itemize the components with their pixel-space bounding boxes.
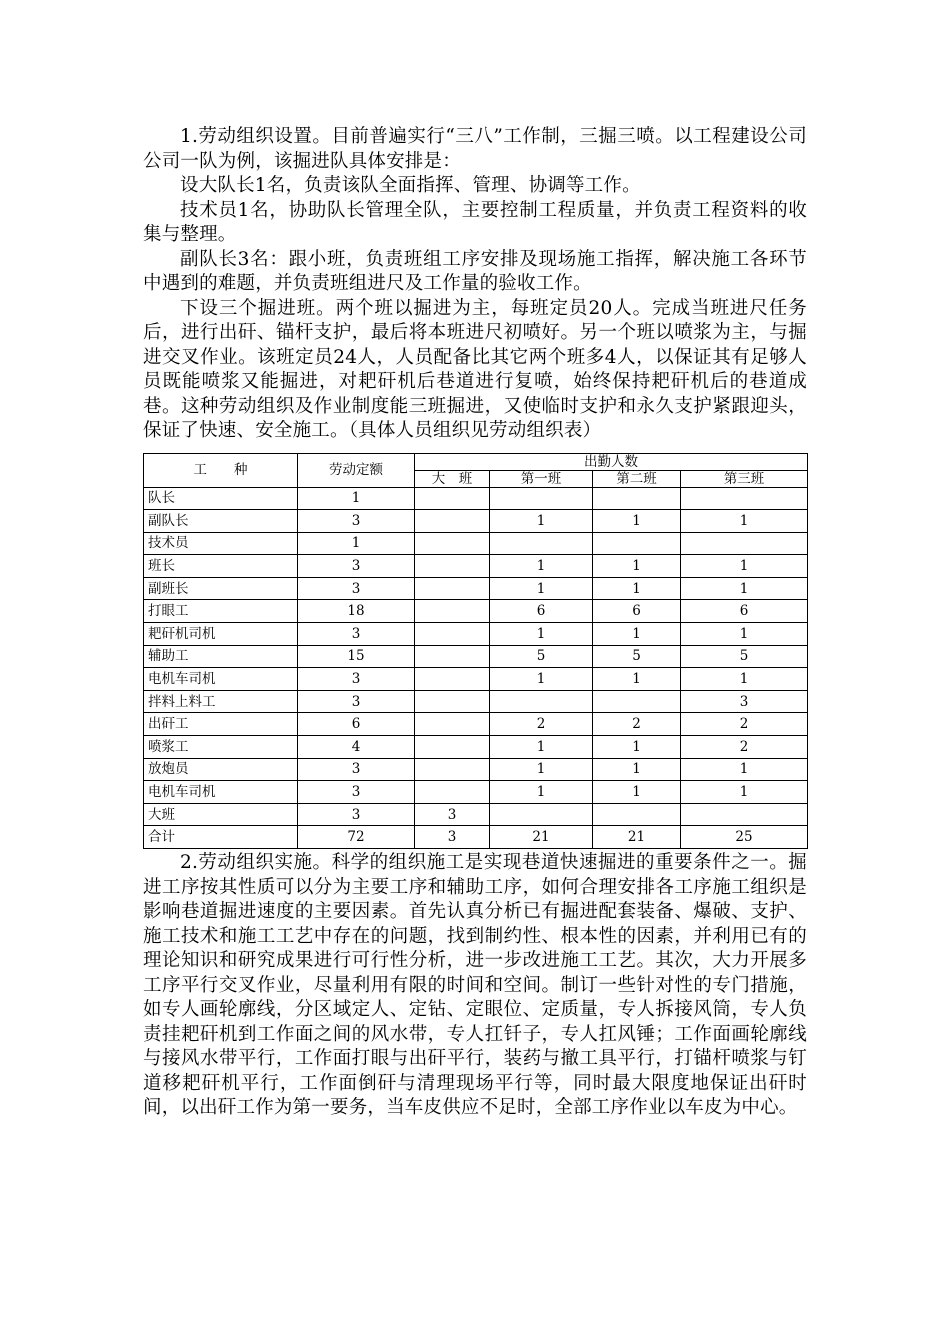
table-cell-count: 3 — [298, 577, 415, 600]
table-cell-count: 5 — [593, 645, 681, 668]
table-cell-count: 2 — [490, 713, 593, 736]
table-cell-count: 1 — [593, 577, 681, 600]
table-cell-count: 5 — [490, 645, 593, 668]
table-row — [144, 510, 808, 533]
table-cell-count: 3 — [415, 803, 490, 826]
paragraph-deputy-leader: 副队长3名：跟小班，负责班组工序安排及现场施工指挥，解决施工各环节中遇到的难题，并负责班组进尺及工作量的验收工作。 — [143, 248, 807, 294]
table-cell-count — [415, 532, 490, 555]
table-row — [144, 555, 808, 578]
table-row — [144, 623, 808, 646]
table-cell-count: 3 — [298, 781, 415, 804]
table-cell-job: 耙矸机司机 — [144, 623, 298, 646]
table-cell-count: 3 — [298, 803, 415, 826]
table-cell-count — [415, 487, 490, 510]
table-cell-count: 1 — [490, 510, 593, 533]
table-cell-count: 1 — [298, 532, 415, 555]
table-cell-count: 1 — [681, 577, 808, 600]
table-cell-count: 6 — [593, 600, 681, 623]
table-cell-count — [593, 487, 681, 510]
document-page — [143, 125, 807, 1121]
table-row — [144, 577, 808, 600]
header-job-type: 工 种 — [144, 453, 298, 487]
table-cell-count — [415, 758, 490, 781]
table-cell-count: 2 — [593, 713, 681, 736]
table-cell-count: 1 — [593, 781, 681, 804]
table-row — [144, 713, 808, 736]
table-cell-count — [593, 803, 681, 826]
table-cell-job: 喷浆工 — [144, 736, 298, 759]
paragraph-org-implementation: 2.劳动组织实施。科学的组织施工是实现巷道快速掘进的重要条件之一。掘进工序按其性质可以分为主要工序和辅助工序，如何合理安排各工序施工组织是影响巷道掘进速度的主要因素。首先认真分析已有掘进配套装备、爆破、支护、施工技术和施工工艺中存在的问题，找到制约性、根本性的因素，并利用已有的理论知识和研究成果进行可行性分析，进一步改进施工工艺。其次，大力开展多工序平行交叉作业，尽量利用有限的时间和空间。制订一些针对性的专门措施，如专人画轮廓线，分区域定人、定钻、定眼位、定质量，专人拆接风筒，专人负责挂耙矸机到工作面之间的风水带，专人扛钎子，专人扛风锤；工作面画轮廓线与接风水带平行，工作面打眼与出矸平行，装药与撤工具平行，打锚杆喷浆与钉道移耙矸机平行，工作面倒矸与清理现场平行等，同时最大限度地保证出矸时间，以出矸工作为第一要务，当车皮供应不足时，全部工序作业以车皮为中心。 — [143, 852, 807, 1118]
table-cell-count: 1 — [681, 758, 808, 781]
table-cell-count: 3 — [298, 555, 415, 578]
table-cell-count: 2 — [681, 736, 808, 759]
table-cell-job: 副队长 — [144, 510, 298, 533]
table-cell-count: 1 — [681, 668, 808, 691]
table-cell-count — [415, 736, 490, 759]
table-cell-count — [415, 623, 490, 646]
header-shift-1: 第一班 — [490, 470, 593, 487]
table-cell-count — [490, 487, 593, 510]
table-cell-count: 6 — [298, 713, 415, 736]
table-cell-job: 班长 — [144, 555, 298, 578]
table-cell-job: 辅助工 — [144, 645, 298, 668]
table-cell-count: 3 — [298, 623, 415, 646]
table-cell-count: 4 — [298, 736, 415, 759]
table-cell-job: 队长 — [144, 487, 298, 510]
table-cell-count: 1 — [490, 781, 593, 804]
table-cell-count — [681, 487, 808, 510]
table-row — [144, 668, 808, 691]
table-cell-count: 1 — [490, 736, 593, 759]
table-cell-count: 21 — [490, 826, 593, 849]
table-cell-count: 1 — [490, 668, 593, 691]
paragraph-org-setup: 1.劳动组织设置。目前普遍实行“三八”工作制，三掘三喷。以工程建设公司公司一队为例，该掘进队具体安排是： — [143, 126, 807, 172]
paragraph-shifts: 下设三个掘进班。两个班以掘进为主，每班定员20人。完成当班进尺任务后，进行出矸、锚杆支护，最后将本班进尺初喷好。另一个班以喷浆为主，与掘进交叉作业。该班定员24人，人员配备比其它两个班多4人，以保证其有足够人员既能喷浆又能掘进，对耙矸机后巷道进行复喷，始终保持耙矸机后的巷道成巷。这种劳动组织及作业制度能三班掘进，又使临时支护和永久支护紧跟迎头，保证了快速、安全施工。（具体人员组织见劳动组织表） — [143, 297, 807, 441]
table-row — [144, 600, 808, 623]
table-body — [144, 487, 808, 849]
table-cell-count: 5 — [681, 645, 808, 668]
table-cell-count — [415, 690, 490, 713]
paragraph-technician: 技术员1名，协助队长管理全队，主要控制工程质量，并负责工程资料的收集与整理。 — [143, 199, 807, 245]
table-cell-count: 21 — [593, 826, 681, 849]
table-cell-count: 1 — [681, 555, 808, 578]
table-cell-count: 1 — [593, 510, 681, 533]
header-day-shift: 大 班 — [415, 470, 490, 487]
header-shift-2: 第二班 — [593, 470, 681, 487]
table-cell-count: 25 — [681, 826, 808, 849]
table-cell-job: 技术员 — [144, 532, 298, 555]
table-cell-count — [415, 555, 490, 578]
table-cell-job: 大班 — [144, 803, 298, 826]
table-cell-job: 出矸工 — [144, 713, 298, 736]
table-cell-count: 6 — [490, 600, 593, 623]
table-cell-count: 1 — [593, 758, 681, 781]
table-row — [144, 690, 808, 713]
table-cell-count: 3 — [298, 690, 415, 713]
table-cell-count: 1 — [490, 555, 593, 578]
table-cell-count — [415, 713, 490, 736]
table-cell-count: 1 — [593, 736, 681, 759]
table-cell-count: 2 — [681, 713, 808, 736]
table-cell-count: 1 — [490, 577, 593, 600]
table-row — [144, 487, 808, 510]
table-cell-count: 1 — [298, 487, 415, 510]
table-cell-job: 放炮员 — [144, 758, 298, 781]
table-row — [144, 826, 808, 849]
table-cell-job: 电机车司机 — [144, 668, 298, 691]
table-row — [144, 645, 808, 668]
table-cell-count: 1 — [593, 623, 681, 646]
table-cell-count — [490, 803, 593, 826]
table-row — [144, 758, 808, 781]
table-cell-count: 1 — [593, 555, 681, 578]
table-cell-job: 合计 — [144, 826, 298, 849]
table-cell-count: 1 — [681, 510, 808, 533]
table-cell-count — [415, 781, 490, 804]
table-cell-count: 3 — [681, 690, 808, 713]
table-cell-count: 72 — [298, 826, 415, 849]
table-cell-count: 1 — [681, 623, 808, 646]
table-cell-job: 打眼工 — [144, 600, 298, 623]
table-cell-count — [593, 532, 681, 555]
table-cell-job: 拌料上料工 — [144, 690, 298, 713]
table-cell-count: 1 — [681, 781, 808, 804]
table-cell-count — [415, 645, 490, 668]
table-cell-count: 1 — [490, 623, 593, 646]
paragraph-team-leader: 设大队长1名，负责该队全面指挥、管理、协调等工作。 — [180, 175, 641, 196]
header-attendance: 出勤人数 — [415, 453, 808, 470]
table-cell-count — [681, 803, 808, 826]
table-cell-job: 副班长 — [144, 577, 298, 600]
header-labor-quota: 劳动定额 — [298, 453, 415, 487]
table-cell-count: 1 — [490, 758, 593, 781]
table-row — [144, 781, 808, 804]
table-header-row — [144, 453, 808, 470]
table-cell-count: 3 — [298, 510, 415, 533]
table-cell-count — [490, 690, 593, 713]
table-cell-count — [681, 532, 808, 555]
header-shift-3: 第三班 — [681, 470, 808, 487]
table-cell-count — [490, 532, 593, 555]
table-cell-count — [415, 510, 490, 533]
table-cell-count — [593, 690, 681, 713]
table-cell-count: 1 — [593, 668, 681, 691]
table-cell-count: 18 — [298, 600, 415, 623]
table-cell-count — [415, 668, 490, 691]
table-cell-count: 15 — [298, 645, 415, 668]
table-row — [144, 803, 808, 826]
table-cell-count: 3 — [298, 758, 415, 781]
table-cell-count: 3 — [415, 826, 490, 849]
table-cell-count — [415, 577, 490, 600]
table-cell-count: 3 — [298, 668, 415, 691]
table-row — [144, 532, 808, 555]
table-cell-job: 电机车司机 — [144, 781, 298, 804]
table-cell-count: 6 — [681, 600, 808, 623]
labor-organization-table — [143, 453, 808, 850]
table-cell-count — [415, 600, 490, 623]
table-row — [144, 736, 808, 759]
